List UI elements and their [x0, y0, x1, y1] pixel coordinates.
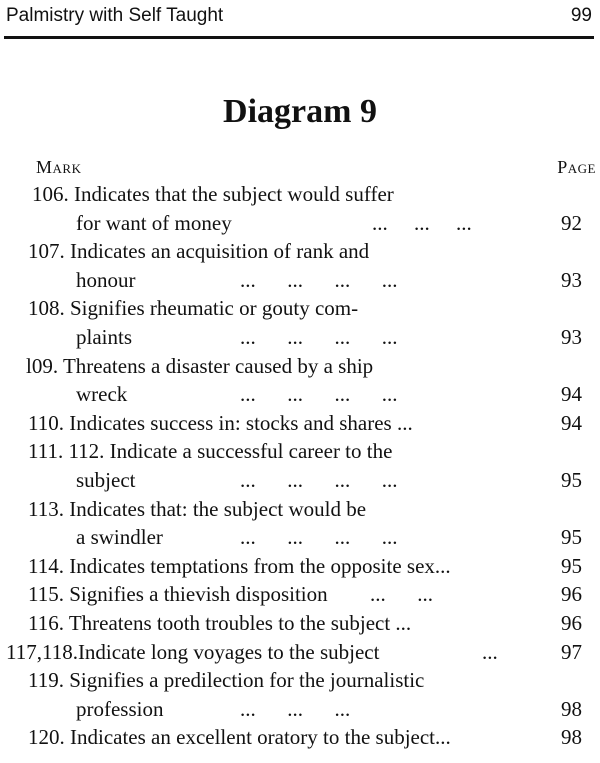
leader-dots: ... ... ... [240, 696, 351, 721]
entry-page-number: 92 [561, 210, 582, 235]
entry-text: 115. Signifies a thievish disposition [28, 582, 328, 607]
entry-text: 107. Indicates an acquisition of rank and [28, 239, 370, 264]
column-head-page: Page [557, 157, 596, 177]
leader-dots: ... ... ... ... [240, 267, 398, 292]
entry-text-continued: honour [76, 267, 136, 292]
entry-text: l09. Threatens a disaster caused by a ship [26, 353, 374, 378]
entry-text: 114. Indicates temptations from the opposite sex... [28, 553, 451, 578]
running-title: Palmistry with Self Taught [6, 5, 224, 26]
leader-dots: ... ... ... [372, 210, 472, 235]
leader-dots: ... ... [370, 582, 433, 607]
entry-text-continued: plaints [76, 325, 132, 349]
entry-text: 120. Indicates an excellent oratory to the subject... [28, 725, 451, 750]
leader-dots: ... ... ... ... [240, 525, 398, 550]
entry-page-number: 98 [561, 696, 582, 721]
entry-page-number: 94 [561, 410, 582, 435]
entry-text: 111. 112. Indicate a successful career to the [28, 439, 393, 464]
page-title: Diagram 9 [223, 93, 377, 130]
leader-dots: ... [482, 639, 498, 664]
column-head-mark: Mark [36, 157, 82, 177]
entry-page-number: 95 [561, 525, 582, 550]
entry-page-number: 95 [561, 553, 582, 578]
entry-text: 106. Indicates that the subject would suffer [32, 182, 394, 206]
entry-text: 108. Signifies rheumatic or gouty com- [28, 296, 359, 321]
entry-page-number: 93 [561, 325, 582, 349]
entry-page-number: 98 [561, 725, 582, 750]
entry-page-number: 94 [561, 382, 582, 407]
entry-page-number: 95 [561, 468, 582, 492]
entry-text-continued: wreck [76, 382, 128, 407]
entry-text-continued: profession [76, 696, 164, 721]
entry-page-number: 97 [561, 639, 582, 664]
entry-page-number: 96 [561, 582, 582, 607]
running-header [6, 2, 592, 36]
entry-text: 113. Indicates that: the subject would be [28, 496, 367, 521]
entry-page-number: 93 [561, 267, 582, 292]
entry-text: 110. Indicates success in: stocks and shares ... [28, 410, 413, 435]
leader-dots: ... ... ... ... [240, 382, 398, 407]
entry-text-continued: for want of money [76, 210, 232, 235]
leader-dots: ... ... ... ... [240, 325, 398, 349]
leader-dots: ... ... ... ... [240, 468, 398, 492]
entry-text-continued: subject [76, 468, 136, 492]
entry-text: 116. Threatens tooth troubles to the subject ... [28, 611, 412, 635]
page-number: 99 [570, 5, 592, 26]
entry-text: 117,118.Indicate long voyages to the subject [6, 639, 380, 664]
entry-text-continued: a swindler [76, 525, 163, 550]
entry-page-number: 96 [561, 611, 582, 635]
header-rule [4, 36, 594, 39]
entry-text: 119. Signifies a predilection for the journalistic [28, 668, 425, 693]
